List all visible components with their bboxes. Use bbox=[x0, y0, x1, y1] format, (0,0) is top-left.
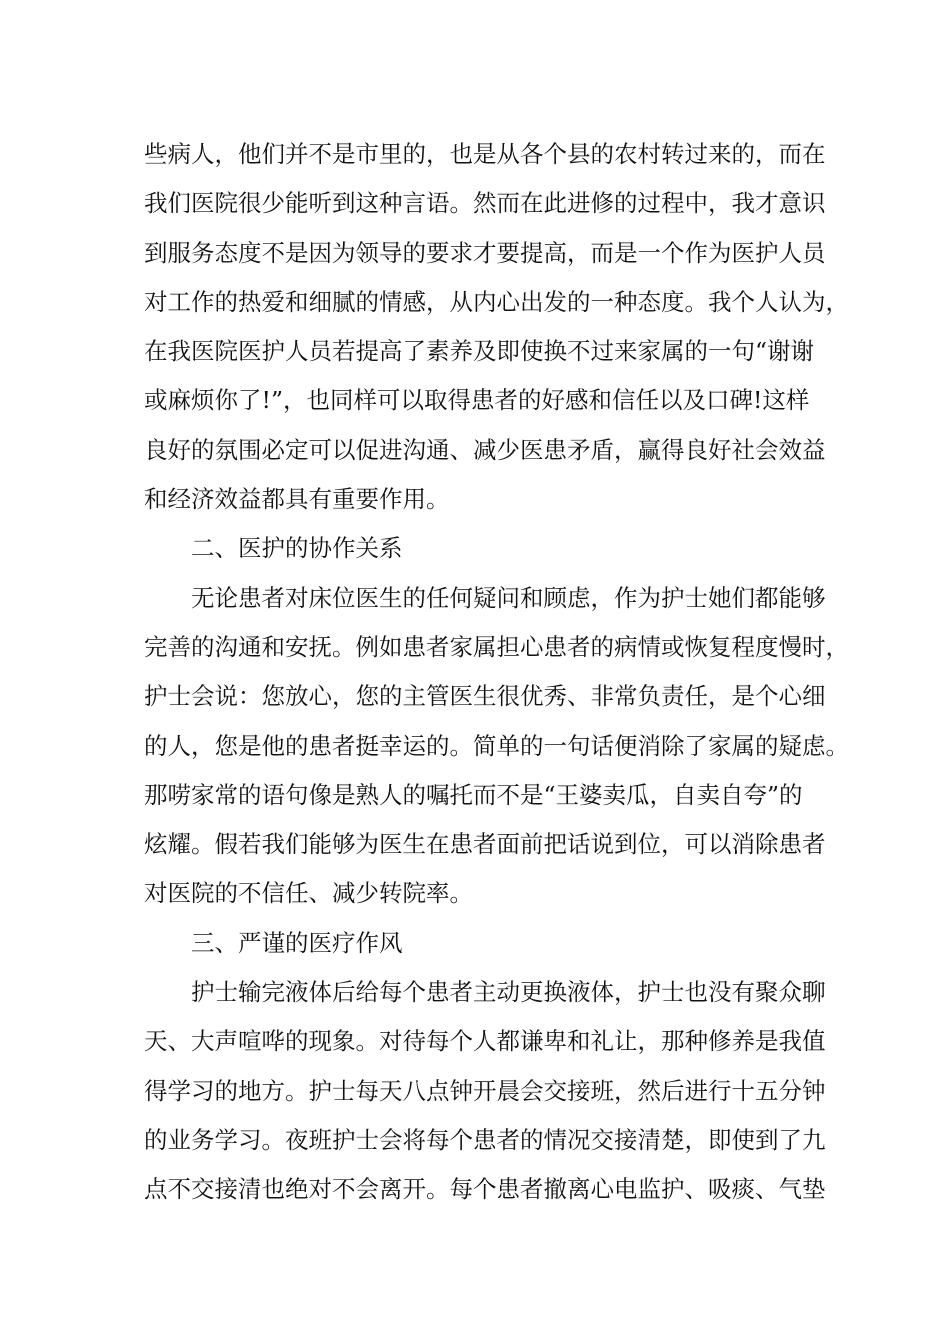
section-heading: 二、医护的协作关系 bbox=[191, 534, 403, 563]
paragraph-line: 护士会说：您放心，您的主管医生很优秀、非常负责任，是个心细 bbox=[144, 682, 826, 711]
paragraph-line: 良好的氛围必定可以促进沟通、减少医患矛盾，赢得良好社会效益 bbox=[144, 435, 826, 464]
paragraph-line: 无论患者对床位医生的任何疑问和顾虑，作为护士她们都能够 bbox=[191, 583, 826, 612]
paragraph-line: 在我医院医护人员若提高了素养及即使换不过来家属的一句“谢谢 bbox=[144, 337, 815, 366]
paragraph-line: 得学习的地方。护士每天八点钟开晨会交接班，然后进行十五分钟 bbox=[144, 1076, 826, 1105]
document-body bbox=[144, 130, 849, 1215]
paragraph-line: 或麻烦你了!”，也同样可以取得患者的好感和信任以及口碑!这样 bbox=[144, 386, 810, 415]
section-heading: 三、严谨的医疗作风 bbox=[191, 928, 403, 957]
paragraph-line: 天、大声喧哗的现象。对待每个人都谦卑和礼让，那种修养是我值 bbox=[144, 1027, 826, 1056]
paragraph-line: 些病人，他们并不是市里的，也是从各个县的农村转过来的，而在 bbox=[144, 140, 826, 168]
paragraph-line: 点不交接清也绝对不会离开。每个患者撤离心电监护、吸痰、气垫 bbox=[144, 1175, 826, 1204]
paragraph-line: 和经济效益都具有重要作用。 bbox=[144, 485, 450, 514]
paragraph-line: 的人，您是他的患者挺幸运的。简单的一句话便消除了家属的疑虑。 bbox=[144, 731, 849, 760]
paragraph-line: 那唠家常的语句像是熟人的嘱托而不是“王婆卖瓜，自卖自夸”的 bbox=[144, 780, 803, 809]
paragraph-line: 的业务学习。夜班护士会将每个患者的情况交接清楚，即使到了九 bbox=[144, 1125, 826, 1154]
paragraph-line: 炫耀。假若我们能够为医生在患者面前把话说到位，可以消除患者 bbox=[144, 830, 826, 859]
paragraph-line: 我们医院很少能听到这种言语。然而在此进修的过程中，我才意识 bbox=[144, 189, 826, 218]
paragraph-line: 完善的沟通和安抚。例如患者家属担心患者的病情或恢复程度慢时， bbox=[144, 632, 849, 661]
paragraph-line: 到服务态度不是因为领导的要求才要提高，而是一个作为医护人员 bbox=[144, 238, 826, 267]
paragraph-line: 护士输完液体后给每个患者主动更换液体，护士也没有聚众聊 bbox=[191, 978, 826, 1007]
paragraph-line: 对工作的热爱和细腻的情感，从内心出发的一种态度。我个人认为， bbox=[144, 287, 849, 316]
paragraph-line: 对医院的不信任、减少转院率。 bbox=[144, 879, 473, 908]
